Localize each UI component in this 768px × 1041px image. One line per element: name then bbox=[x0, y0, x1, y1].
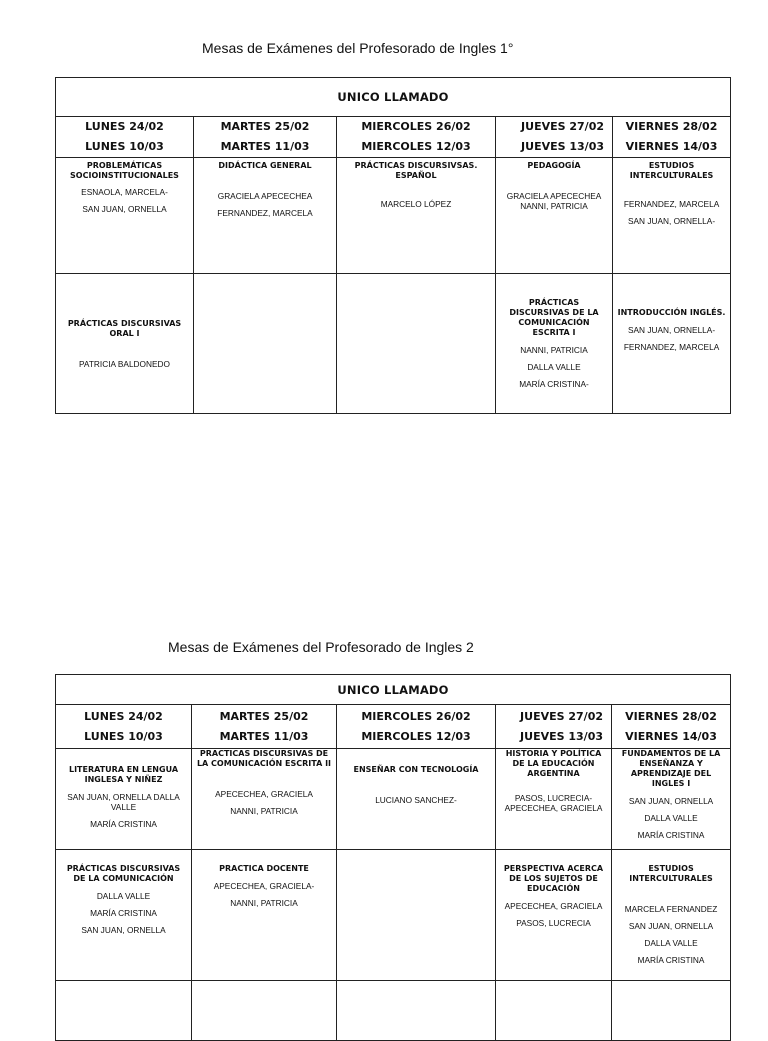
exam-cell-empty bbox=[192, 981, 337, 1041]
exam-cell bbox=[56, 749, 192, 850]
day-header-wednesday: MIERCOLES 26/02 MIERCOLES 12/03 bbox=[337, 705, 496, 749]
llamado-header: UNICO LLAMADO bbox=[56, 78, 731, 117]
exam-professor: PASOS, LUCRECIA- bbox=[514, 793, 593, 803]
exam-subject: PERSPECTIVA ACERCA DE LOS SUJETOS DE EDUCACIÓN bbox=[503, 864, 604, 893]
exam-cell bbox=[56, 158, 194, 274]
exam-cell bbox=[612, 749, 731, 850]
table2-title: Mesas de Exámenes del Profesorado de Ingles 2 bbox=[168, 639, 474, 655]
exam-professor: MARCELO LÓPEZ bbox=[380, 199, 452, 209]
exam-professor: APECECHEA, GRACIELA bbox=[215, 789, 313, 799]
day-header-thursday: JUEVES 27/02 JUEVES 13/03 bbox=[496, 705, 612, 749]
day-header-friday: VIERNES 28/02 VIERNES 14/03 bbox=[613, 117, 731, 158]
exam-schedule-table-1 bbox=[55, 77, 731, 414]
exam-professor: APECECHEA, GRACIELA- bbox=[213, 881, 315, 891]
exam-subject: PRÁCTICAS DISCURSIVSAS. ESPAÑOL bbox=[354, 161, 478, 180]
exam-cell-empty bbox=[496, 981, 612, 1041]
exam-cell bbox=[192, 850, 337, 981]
exam-professor: FERNANDEZ, MARCELA bbox=[623, 199, 720, 209]
exam-subject: INTRODUCCIÓN INGLÉS. bbox=[617, 308, 726, 317]
exam-professor: DALLA VALLE bbox=[644, 813, 698, 823]
exam-cell bbox=[56, 274, 194, 414]
exam-subject: PRACTICAS DISCURSIVAS DE LA COMUNICACIÓN ESCRITA II bbox=[196, 749, 332, 768]
exam-professor: FERNANDEZ, MARCELA bbox=[217, 208, 313, 218]
day-header-friday: VIERNES 28/02 VIERNES 14/03 bbox=[612, 705, 731, 749]
exam-cell bbox=[192, 749, 337, 850]
exam-cell bbox=[496, 850, 612, 981]
exam-cell bbox=[194, 158, 337, 274]
exam-professor: SAN JUAN, ORNELLA- bbox=[627, 216, 716, 226]
day-header-wednesday: MIERCOLES 26/02 MIERCOLES 12/03 bbox=[337, 117, 496, 158]
exam-cell bbox=[337, 158, 496, 274]
llamado-header: UNICO LLAMADO bbox=[56, 675, 731, 705]
exam-subject: PRÁCTICAS DISCURSIVAS DE LA COMUNICACIÓN bbox=[66, 864, 181, 883]
exam-professor: GRACIELA APECECHEA bbox=[217, 191, 313, 201]
exam-cell-empty bbox=[337, 981, 496, 1041]
exam-subject: ESTUDIOS INTERCULTURALES bbox=[629, 864, 713, 883]
exam-professor: MARÍA CRISTINA bbox=[90, 908, 157, 918]
exam-professor: APECECHEA, GRACIELA bbox=[504, 803, 603, 813]
exam-cell-empty bbox=[337, 850, 496, 981]
exam-professor: NANNI, PATRICIA bbox=[230, 806, 298, 816]
exam-cell bbox=[613, 274, 731, 414]
exam-professor: SAN JUAN, ORNELLA bbox=[81, 925, 166, 935]
exam-subject: ENSEÑAR CON TECNOLOGÍA bbox=[353, 765, 479, 774]
exam-subject: DIDÁCTICA GENERAL bbox=[218, 161, 312, 170]
exam-professor: GRACIELA APECECHEA NANNI, PATRICIA bbox=[506, 191, 602, 211]
table1-title: Mesas de Exámenes del Profesorado de Ingles 1° bbox=[202, 40, 514, 56]
day-header-tuesday: MARTES 25/02 MARTES 11/03 bbox=[194, 117, 337, 158]
exam-cell-empty bbox=[337, 274, 496, 414]
exam-professor: MARÍA CRISTINA- bbox=[519, 379, 589, 389]
exam-professor: MARÍA CRISTINA bbox=[637, 955, 705, 965]
exam-cell bbox=[496, 274, 613, 414]
exam-professor: PASOS, LUCRECIA bbox=[516, 918, 591, 928]
exam-professor: SAN JUAN, ORNELLA DALLA VALLE bbox=[67, 792, 180, 812]
day-header-monday: LUNES 24/02 LUNES 10/03 bbox=[56, 117, 194, 158]
exam-professor: MARÍA CRISTINA bbox=[90, 819, 157, 829]
exam-schedule-table-2 bbox=[55, 674, 731, 1041]
day-header-thursday: JUEVES 27/02 JUEVES 13/03 bbox=[496, 117, 613, 158]
exam-professor: SAN JUAN, ORNELLA- bbox=[627, 325, 716, 335]
exam-professor: NANNI, PATRICIA bbox=[520, 345, 588, 355]
exam-subject: PROBLEMÁTICAS SOCIOINSTITUCIONALES bbox=[70, 161, 179, 180]
exam-professor: NANNI, PATRICIA bbox=[230, 898, 298, 908]
exam-subject: PRÁCTICAS DISCURSIVAS ORAL I bbox=[67, 318, 182, 338]
exam-professor: FERNANDEZ, MARCELA bbox=[623, 342, 720, 352]
exam-professor: MARÍA CRISTINA bbox=[637, 830, 705, 840]
exam-subject: LITERATURA EN LENGUA INGLESA Y NIÑEZ bbox=[68, 765, 179, 784]
exam-cell-empty bbox=[612, 981, 731, 1041]
day-header-monday: LUNES 24/02 LUNES 10/03 bbox=[56, 705, 192, 749]
exam-professor: DALLA VALLE bbox=[96, 891, 151, 901]
exam-cell bbox=[612, 850, 731, 981]
exam-subject: PRÁCTICAS DISCURSIVAS DE LA COMUNICACIÓN ESCRITA I bbox=[509, 298, 599, 337]
exam-subject: PRACTICA DOCENTE bbox=[219, 864, 309, 873]
exam-professor: PATRICIA BALDONEDO bbox=[79, 358, 170, 369]
exam-cell bbox=[496, 749, 612, 850]
exam-subject: FUNDAMENTOS DE LA ENSEÑANZA Y APRENDIZAJE DEL INGLES I bbox=[621, 749, 721, 788]
exam-professor: SAN JUAN, ORNELLA bbox=[628, 921, 714, 931]
exam-cell-empty bbox=[194, 274, 337, 414]
exam-professor: ESNAOLA, MARCELA- bbox=[81, 187, 168, 197]
exam-professor: SAN JUAN, ORNELLA bbox=[628, 796, 714, 806]
exam-professor: SAN JUAN, ORNELLA bbox=[82, 204, 167, 214]
exam-professor: MARCELA FERNANDEZ bbox=[624, 904, 718, 914]
day-header-tuesday: MARTES 25/02 MARTES 11/03 bbox=[192, 705, 337, 749]
exam-cell bbox=[613, 158, 731, 274]
exam-professor: DALLA VALLE bbox=[644, 938, 698, 948]
exam-subject: HISTORIA Y POLÍTICA DE LA EDUCACIÓN ARGENTINA bbox=[505, 749, 602, 778]
exam-professor: DALLA VALLE bbox=[527, 362, 581, 372]
exam-cell bbox=[496, 158, 613, 274]
exam-subject: ESTUDIOS INTERCULTURALES bbox=[629, 161, 714, 180]
exam-subject: PEDAGOGÍA bbox=[527, 161, 581, 170]
exam-professor: APECECHEA, GRACIELA bbox=[504, 901, 603, 911]
exam-cell bbox=[337, 749, 496, 850]
exam-cell bbox=[56, 850, 192, 981]
exam-professor: LUCIANO SANCHEZ- bbox=[375, 795, 457, 805]
exam-cell-empty bbox=[56, 981, 192, 1041]
